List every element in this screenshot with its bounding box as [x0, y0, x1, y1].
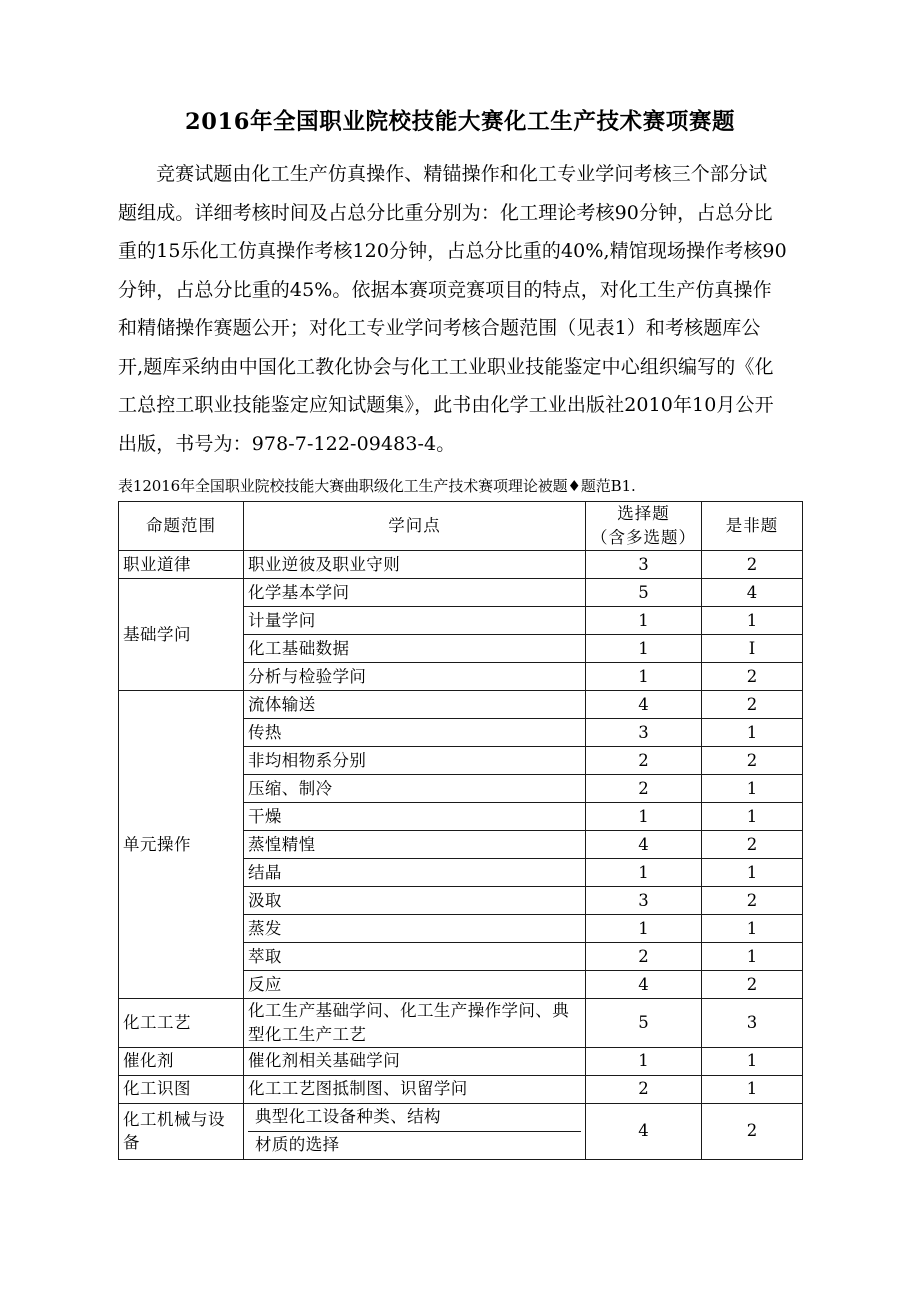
truefalse-count-cell: 1	[702, 1075, 803, 1103]
category-cell: 单元操作	[119, 691, 244, 999]
choice-count-cell: 1	[586, 1047, 702, 1075]
choice-count-cell: 2	[586, 943, 702, 971]
choice-count-cell: 2	[586, 1075, 702, 1103]
choice-count-cell: 4	[586, 1103, 702, 1159]
choice-count-cell: 1	[586, 915, 702, 943]
category-cell: 化工工艺	[119, 999, 244, 1048]
truefalse-count-cell: 1	[702, 803, 803, 831]
truefalse-count-cell: 4	[702, 579, 803, 607]
truefalse-count-cell: 1	[702, 1047, 803, 1075]
topic-line-1: 典型化工设备种类、结构	[248, 1104, 581, 1132]
category-cell: 化工识图	[119, 1075, 244, 1103]
truefalse-count-cell: 1	[702, 915, 803, 943]
table-body	[119, 551, 803, 1160]
topic-cell: 化工基础数据	[244, 635, 586, 663]
paragraph-line: 工总控工职业技能鉴定应知试题集》，此书由化学工业出版社2010年10月公开	[118, 394, 774, 417]
table-header-row	[119, 502, 803, 551]
header-choice-line2: （含多选题）	[591, 528, 696, 548]
choice-count-cell: 1	[586, 663, 702, 691]
category-cell: 基础学问	[119, 579, 244, 691]
header-cell-scope: 命题范围	[119, 502, 244, 551]
header-cell-knowledge: 学问点	[244, 502, 586, 551]
table-row	[119, 1075, 803, 1103]
header-choice-line1: 选择题	[617, 504, 670, 524]
topic-cell: 反应	[244, 971, 586, 999]
choice-count-cell: 1	[586, 607, 702, 635]
question-scope-table	[118, 501, 803, 1160]
topic-cell: 萃取	[244, 943, 586, 971]
topic-cell: 干燥	[244, 803, 586, 831]
truefalse-count-cell: 3	[702, 999, 803, 1048]
paragraph-line: 开,题库采纳由中国化工教化协会与化工工业职业技能鉴定中心组织编写的《化	[118, 355, 774, 378]
category-cell: 职业道律	[119, 551, 244, 579]
category-cell: 催化剂	[119, 1047, 244, 1075]
paragraph-line: 和精储操作赛题公开；对化工专业学问考核合题范围（见表1）和考核题库公	[118, 317, 761, 340]
topic-cell: 化工生产基础学问、化工生产操作学问、典型化工生产工艺	[244, 999, 586, 1048]
topic-cell: 职业逆彼及职业守则	[244, 551, 586, 579]
choice-count-cell: 4	[586, 691, 702, 719]
choice-count-cell: 4	[586, 831, 702, 859]
truefalse-count-cell: 2	[702, 831, 803, 859]
intro-paragraph	[118, 155, 802, 463]
header-cell-truefalse: 是非题	[702, 502, 803, 551]
choice-count-cell: 1	[586, 859, 702, 887]
truefalse-count-cell: 2	[702, 663, 803, 691]
table-row	[119, 1103, 803, 1159]
choice-count-cell: 3	[586, 887, 702, 915]
topic-cell: 非均相物系分别	[244, 747, 586, 775]
paragraph-line: 分钟，占总分比重的45%。依据本赛项竞赛项目的特点，对化工生产仿真操作	[118, 278, 772, 301]
table-row	[119, 691, 803, 719]
truefalse-count-cell: 1	[702, 775, 803, 803]
choice-count-cell: 3	[586, 551, 702, 579]
table-row	[119, 1047, 803, 1075]
truefalse-count-cell: 2	[702, 971, 803, 999]
paragraph-line: 题组成。详细考核时间及占总分比重分别为：化工理论考核90分钟，占总分比	[118, 201, 773, 224]
truefalse-count-cell: I	[702, 635, 803, 663]
choice-count-cell: 1	[586, 803, 702, 831]
paragraph-line: 重的15乐化工仿真操作考核120分钟，占总分比重的40%,精馆现场操作考核90	[118, 240, 787, 263]
truefalse-count-cell: 2	[702, 551, 803, 579]
truefalse-count-cell: 1	[702, 719, 803, 747]
topic-cell	[244, 1103, 586, 1159]
topic-cell: 蒸发	[244, 915, 586, 943]
paragraph-line: 出版，书号为：978-7-122-09483-4。	[118, 432, 456, 455]
truefalse-count-cell: 2	[702, 887, 803, 915]
table-row	[119, 999, 803, 1048]
truefalse-count-cell: 1	[702, 607, 803, 635]
topic-cell: 化工工艺图抵制图、识留学问	[244, 1075, 586, 1103]
topic-cell: 结晶	[244, 859, 586, 887]
category-cell: 化工机械与设备	[119, 1103, 244, 1159]
choice-count-cell: 2	[586, 775, 702, 803]
truefalse-count-cell: 2	[702, 747, 803, 775]
topic-cell: 汲取	[244, 887, 586, 915]
truefalse-count-cell: 2	[702, 1103, 803, 1159]
document-content	[118, 108, 802, 1160]
choice-count-cell: 4	[586, 971, 702, 999]
truefalse-count-cell: 2	[702, 691, 803, 719]
truefalse-count-cell: 1	[702, 943, 803, 971]
topic-cell: 压缩、制冷	[244, 775, 586, 803]
table-row	[119, 551, 803, 579]
table-row	[119, 579, 803, 607]
table-caption: 表12016年全国职业院校技能大赛曲职级化工生产技术赛项理论被题♦题范B1.	[118, 477, 636, 496]
topic-cell: 传热	[244, 719, 586, 747]
topic-cell: 催化剂相关基础学问	[244, 1047, 586, 1075]
topic-cell: 分析与检验学问	[244, 663, 586, 691]
page-title: 2016年全国职业院校技能大赛化工生产技术赛项赛题	[184, 109, 736, 135]
choice-count-cell: 5	[586, 579, 702, 607]
paragraph-line: 竞赛试题由化工生产仿真操作、精锚操作和化工专业学问考核三个部分试	[156, 163, 768, 186]
topic-cell: 化学基本学问	[244, 579, 586, 607]
choice-count-cell: 3	[586, 719, 702, 747]
topic-line-2: 材质的选择	[255, 1135, 340, 1155]
truefalse-count-cell: 1	[702, 859, 803, 887]
header-cell-choice	[586, 502, 702, 551]
choice-count-cell: 5	[586, 999, 702, 1048]
choice-count-cell: 2	[586, 747, 702, 775]
choice-count-cell: 1	[586, 635, 702, 663]
topic-cell: 计量学问	[244, 607, 586, 635]
topic-cell: 蒸惶精惶	[244, 831, 586, 859]
topic-cell: 流体输送	[244, 691, 586, 719]
